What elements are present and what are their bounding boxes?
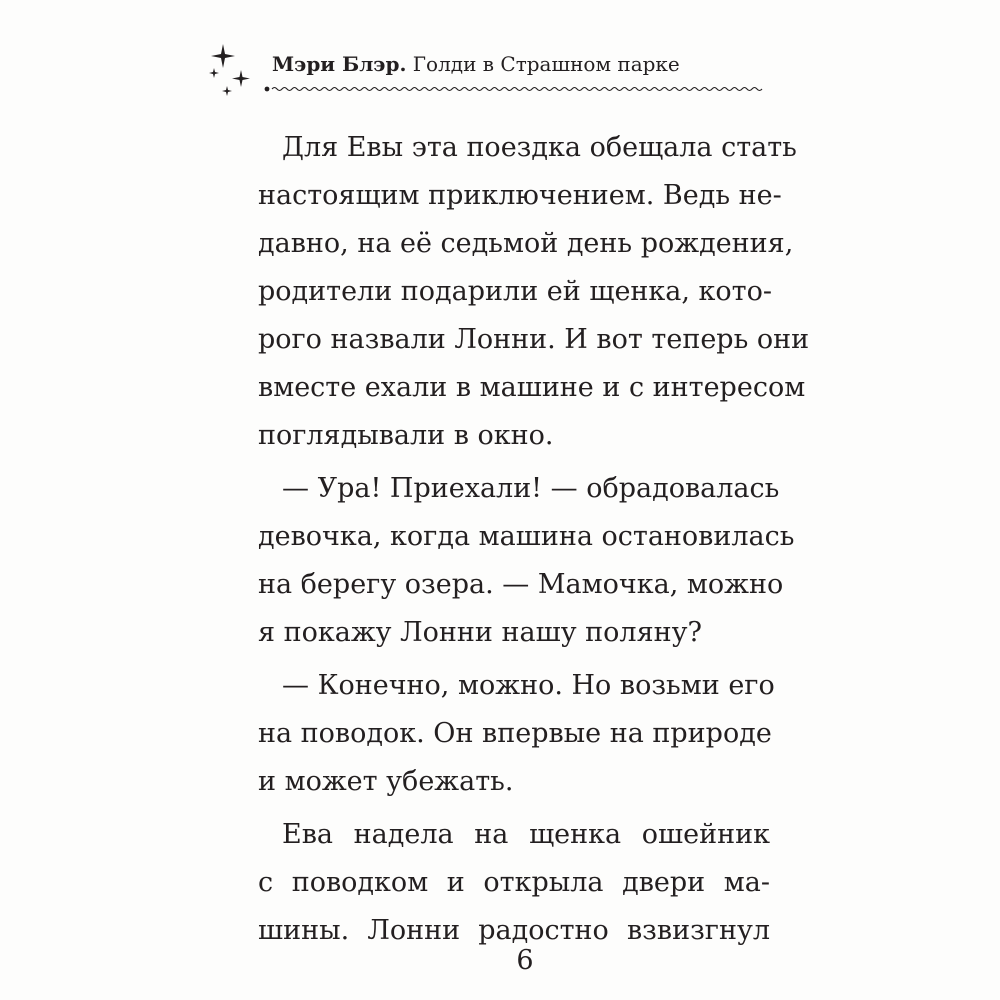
text-line: давно, на её седьмой день рождения, [258, 228, 794, 259]
text-line: настоящим приключением. Ведь не- [258, 180, 782, 211]
text-line: вместе ехали в машине и с интересом [258, 372, 806, 403]
text-line: с поводком и открыла двери ма- [258, 867, 770, 898]
header-author: Мэри Блэр. [272, 52, 407, 76]
text-line: рого назвали Лонни. И вот теперь они [258, 324, 810, 355]
text-line: родители подарили ей щенка, кото- [258, 276, 773, 307]
text-line: поглядывали в окно. [258, 420, 554, 451]
text-line: — Ура! Приехали! — обрадовалась [282, 473, 780, 504]
text-line: на поводок. Он впервые на природе [258, 718, 772, 749]
text-line: и может убежать. [258, 766, 514, 797]
page-number: 6 [516, 945, 534, 976]
text-line: на берегу озера. — Мамочка, можно [258, 569, 784, 600]
header-title-line [272, 50, 680, 78]
running-header [272, 50, 767, 96]
text-line: — Конечно, можно. Но возьми его [282, 670, 775, 701]
text-line: я покажу Лонни нашу поляну? [258, 617, 702, 648]
sparkle-stars-icon [205, 40, 265, 110]
text-line: шины. Лонни радостно взвизгнул [258, 915, 770, 946]
header-wavy-rule [264, 84, 769, 94]
header-book-title: Голди в Страшном парке [412, 52, 680, 76]
body-text [258, 124, 810, 955]
text-line: Для Евы эта поездка обещала стать [282, 132, 797, 163]
text-line: девочка, когда машина остановилась [258, 521, 795, 552]
text-line: Ева надела на щенка ошейник [282, 819, 770, 850]
